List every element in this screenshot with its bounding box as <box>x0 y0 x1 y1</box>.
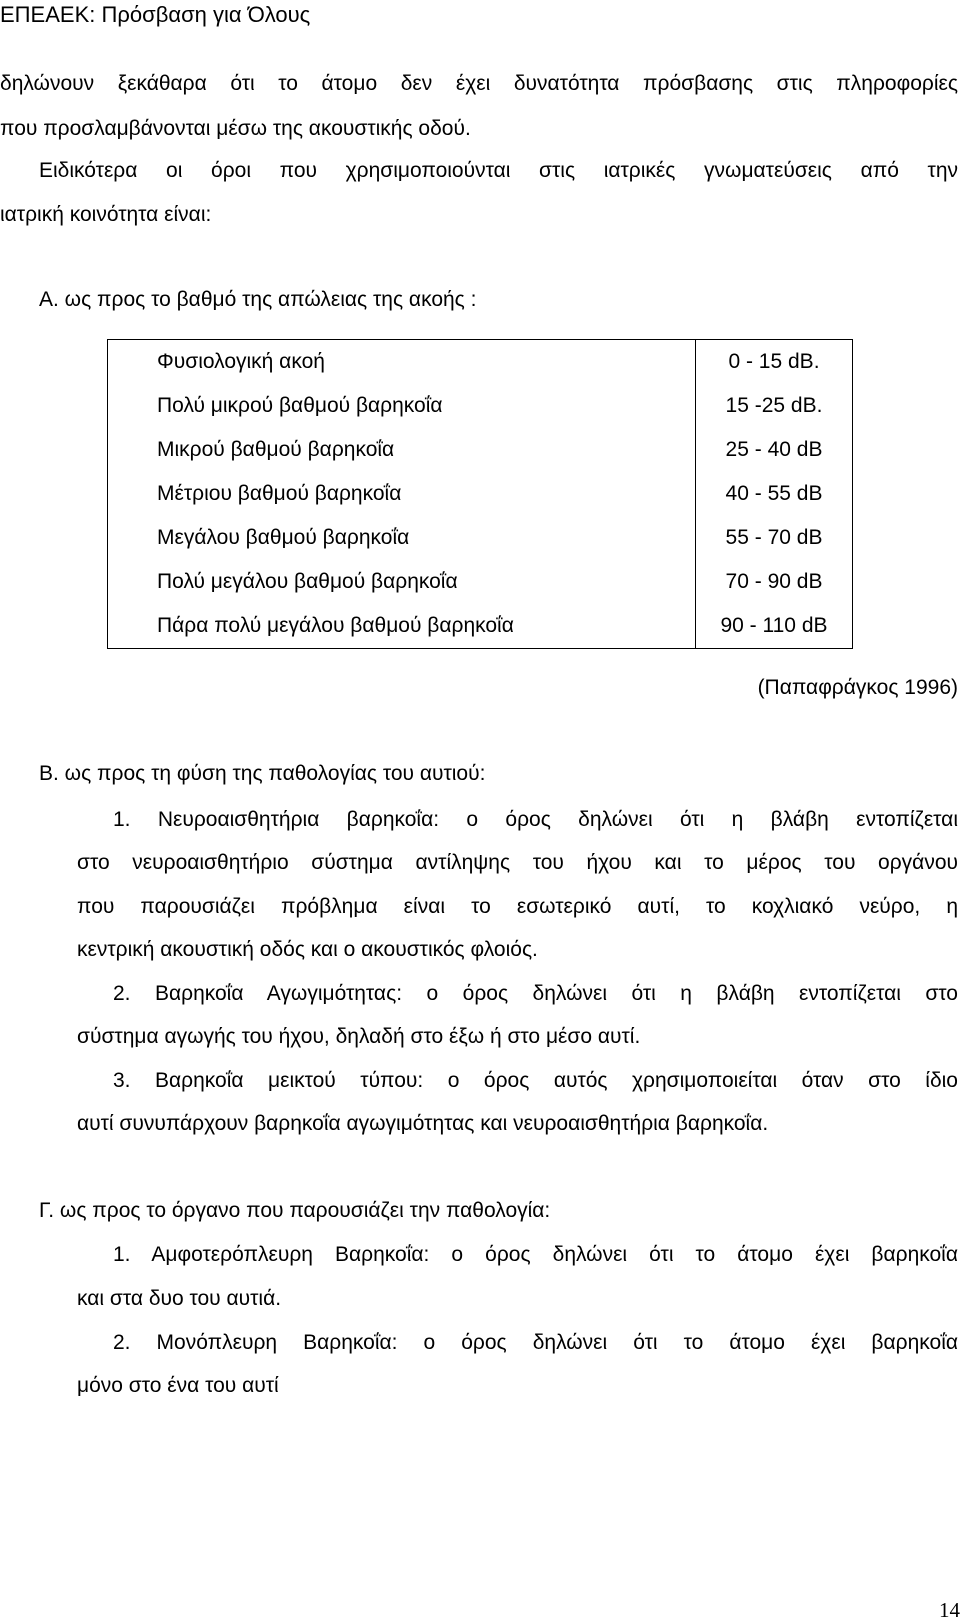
range-cell: 70 - 90 dB <box>725 570 823 593</box>
level-cell: Φυσιολογική ακοή <box>108 340 696 385</box>
range-cell: 90 - 110 dB <box>720 614 828 637</box>
page-number: 14 <box>939 1598 960 1622</box>
table-row <box>108 472 853 516</box>
table-row <box>108 428 853 472</box>
section-c-heading: Γ. ως προς το όργανο που παρουσιάζει την παθολογία: <box>39 1199 551 1222</box>
range-cell: 15 -25 dB. <box>725 394 823 417</box>
range-cell: 25 - 40 dB <box>725 438 823 461</box>
section-b-line-2: στο νευροαισθητήριο σύστημα αντίληψης του ήχου και το μέρος του οργάνου <box>77 851 958 874</box>
table-row <box>108 604 853 649</box>
table-row <box>108 516 853 560</box>
level-cell: Πάρα πολύ μεγάλου βαθμού βαρηκοΐα <box>108 604 696 649</box>
hearing-loss-table <box>107 339 853 649</box>
level-cell: Πολύ μικρού βαθμού βαρηκοΐα <box>108 384 696 428</box>
section-b-line-5: 2. Βαρηκοΐα Αγωγιμότητας: ο όρος δηλώνει ότι η βλάβη εντοπίζεται στο <box>113 982 958 1005</box>
intro-line-4: ιατρική κοινότητα είναι: <box>0 203 212 226</box>
table-row <box>108 340 853 385</box>
level-cell: Μέτριου βαθμού βαρηκοΐα <box>108 472 696 516</box>
table-row <box>108 560 853 604</box>
section-b-line-1: 1. Νευροαισθητήρια βαρηκοΐα: ο όρος δηλώνει ότι η βλάβη εντοπίζεται <box>113 808 958 831</box>
section-b-line-7: 3. Βαρηκοΐα μεικτού τύπου: ο όρος αυτός χρησιμοποιείται όταν στο ίδιο <box>113 1069 958 1092</box>
table-row <box>108 384 853 428</box>
citation: (Παπαφράγκος 1996) <box>757 676 958 699</box>
section-b-line-8: αυτί συνυπάρχουν βαρηκοΐα αγωγιμότητας και νευροαισθητήρια βαρηκοΐα. <box>77 1112 769 1135</box>
section-c-line-4: μόνο στο ένα του αυτί <box>77 1374 279 1397</box>
section-b-line-3: που παρουσιάζει πρόβλημα είναι το εσωτερικό αυτί, το κοχλιακό νεύρο, η <box>77 895 958 918</box>
range-cell: 0 - 15 dB. <box>728 350 820 373</box>
section-c-line-1: 1. Αμφοτερόπλευρη Βαρηκοΐα: ο όρος δηλώνει ότι το άτομο έχει βαρηκοΐα <box>113 1243 958 1266</box>
page-header: ΕΠΕΑΕΚ: Πρόσβαση για Όλους <box>0 2 311 27</box>
intro-line-2: που προσλαμβάνονται μέσω της ακουστικής οδού. <box>0 117 471 140</box>
range-cell: 40 - 55 dB <box>725 482 823 505</box>
intro-line-3: Ειδικότερα οι όροι που χρησιμοποιούνται στις ιατρικές γνωματεύσεις από την <box>39 159 958 182</box>
level-cell: Πολύ μεγάλου βαθμού βαρηκοΐα <box>108 560 696 604</box>
level-cell: Μεγάλου βαθμού βαρηκοΐα <box>108 516 696 560</box>
section-c-line-3: 2. Μονόπλευρη Βαρηκοΐα: ο όρος δηλώνει ότι το άτομο έχει βαρηκοΐα <box>113 1331 958 1354</box>
section-c-line-2: και στα δυο του αυτιά. <box>77 1287 282 1310</box>
intro-line-1: δηλώνουν ξεκάθαρα ότι το άτομο δεν έχει δυνατότητα πρόσβασης στις πληροφορίες <box>0 72 958 95</box>
section-b-line-6: σύστημα αγωγής του ήχου, δηλαδή στο έξω ή στο μέσο αυτί. <box>77 1025 641 1048</box>
range-cell: 55 - 70 dB <box>725 526 823 549</box>
section-a-heading: Α. ως προς το βαθμό της απώλειας της ακοής : <box>39 288 477 311</box>
section-b-line-4: κεντρική ακουστική οδός και ο ακουστικός φλοιός. <box>77 938 538 961</box>
level-cell: Μικρού βαθμού βαρηκοΐα <box>108 428 696 472</box>
section-b-heading: Β. ως προς τη φύση της παθολογίας του αυτιού: <box>39 762 486 785</box>
